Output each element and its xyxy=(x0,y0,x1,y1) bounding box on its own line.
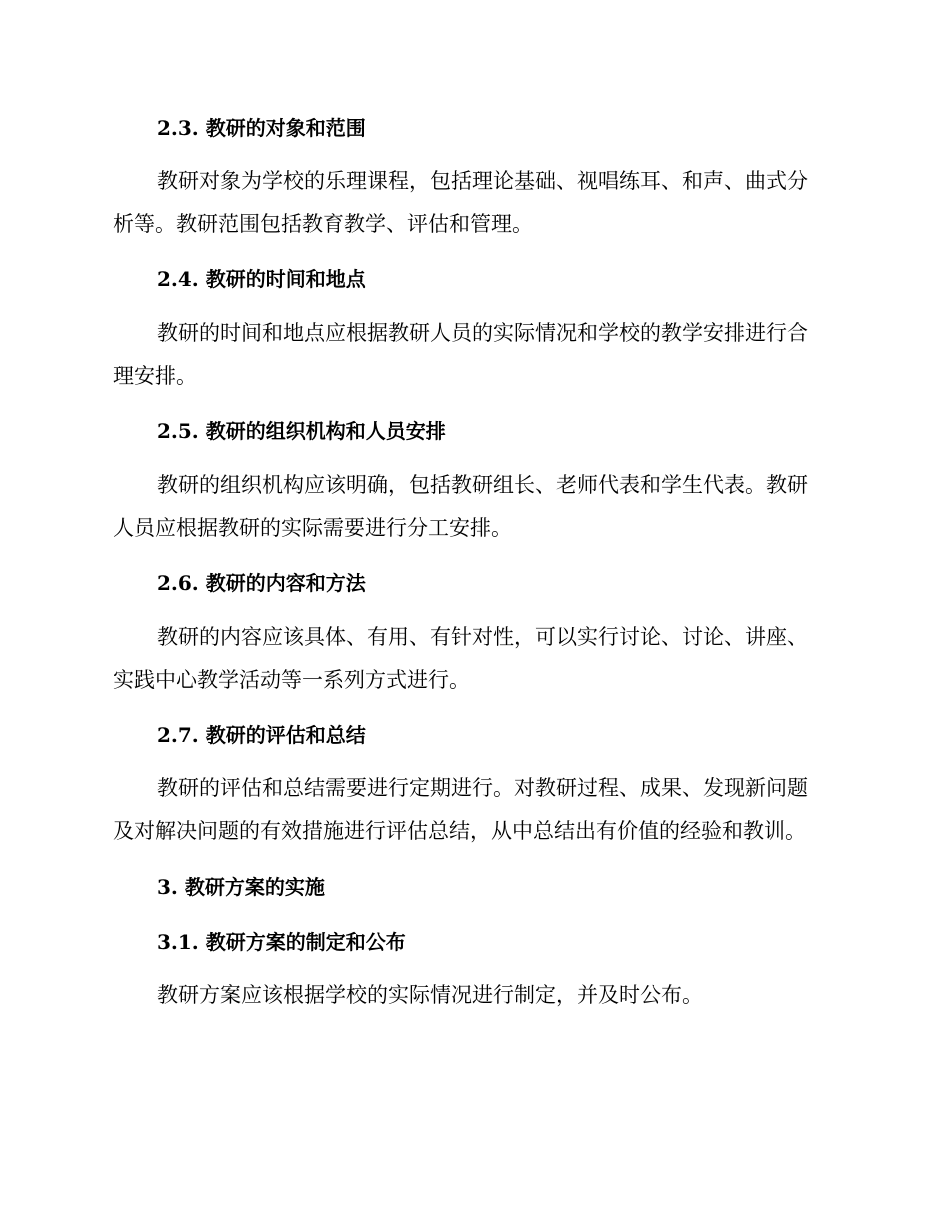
section-heading-2-5: 2.5. 教研的组织机构和人员安排 xyxy=(157,419,446,443)
section-heading-2-6: 2.6. 教研的内容和方法 xyxy=(157,571,366,595)
paragraph-line: 教研的组织机构应该明确，包括教研组长、老师代表和学生代表。教研 xyxy=(157,473,808,497)
section-paragraph-3-1 xyxy=(113,974,833,1017)
paragraph-line: 教研的内容应该具体、有用、有针对性，可以实行讨论、讨论、讲座、 xyxy=(157,625,808,649)
section-heading-3: 3. 教研方案的实施 xyxy=(157,875,325,899)
section-paragraph-2-4 xyxy=(113,312,833,398)
section-heading-3-1: 3.1. 教研方案的制定和公布 xyxy=(157,930,406,954)
section-heading-2-7: 2.7. 教研的评估和总结 xyxy=(157,723,366,747)
paragraph-line: 理安排。 xyxy=(113,364,197,388)
section-paragraph-2-5 xyxy=(113,464,833,550)
paragraph-line: 实践中心教学活动等一系列方式进行。 xyxy=(113,668,470,692)
paragraph-line: 教研的时间和地点应根据教研人员的实际情况和学校的教学安排进行合 xyxy=(157,321,808,345)
paragraph-line: 教研方案应该根据学校的实际情况进行制定，并及时公布。 xyxy=(157,983,703,1007)
section-paragraph-2-7 xyxy=(113,767,833,853)
section-heading-2-3: 2.3. 教研的对象和范围 xyxy=(157,116,366,140)
section-paragraph-2-3 xyxy=(113,160,833,246)
paragraph-line: 人员应根据教研的实际需要进行分工安排。 xyxy=(113,516,512,540)
paragraph-line: 及对解决问题的有效措施进行评估总结，从中总结出有价值的经验和教训。 xyxy=(113,819,806,843)
section-heading-2-4: 2.4. 教研的时间和地点 xyxy=(157,267,366,291)
section-paragraph-2-6 xyxy=(113,616,833,702)
paragraph-line: 教研对象为学校的乐理课程，包括理论基础、视唱练耳、和声、曲式分 xyxy=(157,169,808,193)
paragraph-line: 教研的评估和总结需要进行定期进行。对教研过程、成果、发现新问题 xyxy=(157,776,808,800)
paragraph-line: 析等。教研范围包括教育教学、评估和管理。 xyxy=(113,212,533,236)
